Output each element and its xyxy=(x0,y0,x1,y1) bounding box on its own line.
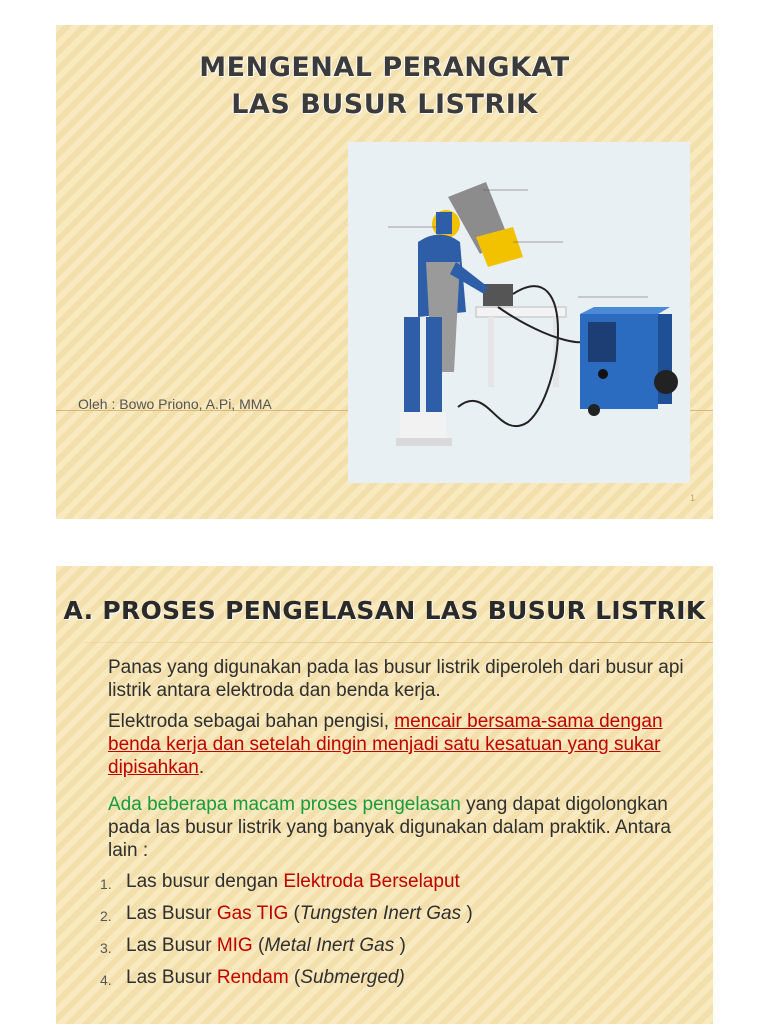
list-item-highlight: Rendam xyxy=(216,967,289,988)
paragraph-2-suffix: . xyxy=(198,757,205,778)
title-line-1: MENGENAL PERANGKAT xyxy=(199,52,570,83)
list-item xyxy=(100,934,698,960)
list-item-paren-close: ) xyxy=(394,935,406,956)
list-item-italic: Submerged) xyxy=(300,967,405,988)
title-line-2: LAS BUSUR LISTRIK xyxy=(231,89,538,120)
paragraph-3-rest: yang dapat digolongkan pada las busur listrik yang banyak digunakan dalam praktik. Antara lain : xyxy=(108,794,671,861)
paragraph-2 xyxy=(108,710,698,779)
paragraph-1: Panas yang digunakan pada las busur listrik diperoleh dari busur api listrik antara elektroda dan benda kerja. xyxy=(108,657,684,701)
list-number: 2. xyxy=(100,908,112,924)
list-number: 1. xyxy=(100,876,112,892)
list-item xyxy=(100,870,698,896)
list-item-paren-close: ) xyxy=(461,903,473,924)
list-item-paren: ( xyxy=(288,903,300,924)
list-item-text: Las Busur xyxy=(126,935,217,956)
paragraph-3 xyxy=(108,793,698,862)
welding-illustration xyxy=(348,142,690,483)
list-item-highlight: Elektroda Berselaput xyxy=(283,871,460,892)
list-number: 3. xyxy=(100,940,112,956)
list-item-highlight: Gas TIG xyxy=(216,903,289,924)
slide-body xyxy=(100,656,698,998)
list-item xyxy=(100,966,698,992)
heading-underline xyxy=(84,642,713,643)
slide-title xyxy=(56,49,713,123)
slide-heading: A. PROSES PENGELASAN LAS BUSUR LISTRIK xyxy=(63,596,706,625)
list-item-text: Las busur dengan xyxy=(126,871,284,892)
page-number: 1 xyxy=(689,493,695,503)
list-item-italic: Tungsten Inert Gas xyxy=(299,903,462,924)
list-item-paren: ( xyxy=(288,967,301,988)
content-slide xyxy=(56,566,713,1024)
list-item-italic: Metal Inert Gas xyxy=(264,935,395,956)
paragraph-2-highlight: mencair bersama-sama dengan benda kerja dan setelah dingin menjadi satu kesatuan yang sukar dipisahkan xyxy=(108,711,663,778)
list-item-paren: ( xyxy=(252,935,265,956)
list-item-highlight: MIG xyxy=(216,935,253,956)
paragraph-2-prefix: Elektroda sebagai bahan pengisi, xyxy=(108,711,395,732)
list-item xyxy=(100,902,698,928)
title-slide xyxy=(56,25,713,519)
author-text: Oleh : Bowo Priono, A.Pi, MMA xyxy=(78,396,272,412)
list-item-text: Las Busur xyxy=(126,967,217,988)
list-item-text: Las Busur xyxy=(126,903,217,924)
paragraph-3-highlight: Ada beberapa macam proses pengelasan xyxy=(108,794,461,815)
process-list xyxy=(100,870,698,992)
list-number: 4. xyxy=(100,972,112,988)
